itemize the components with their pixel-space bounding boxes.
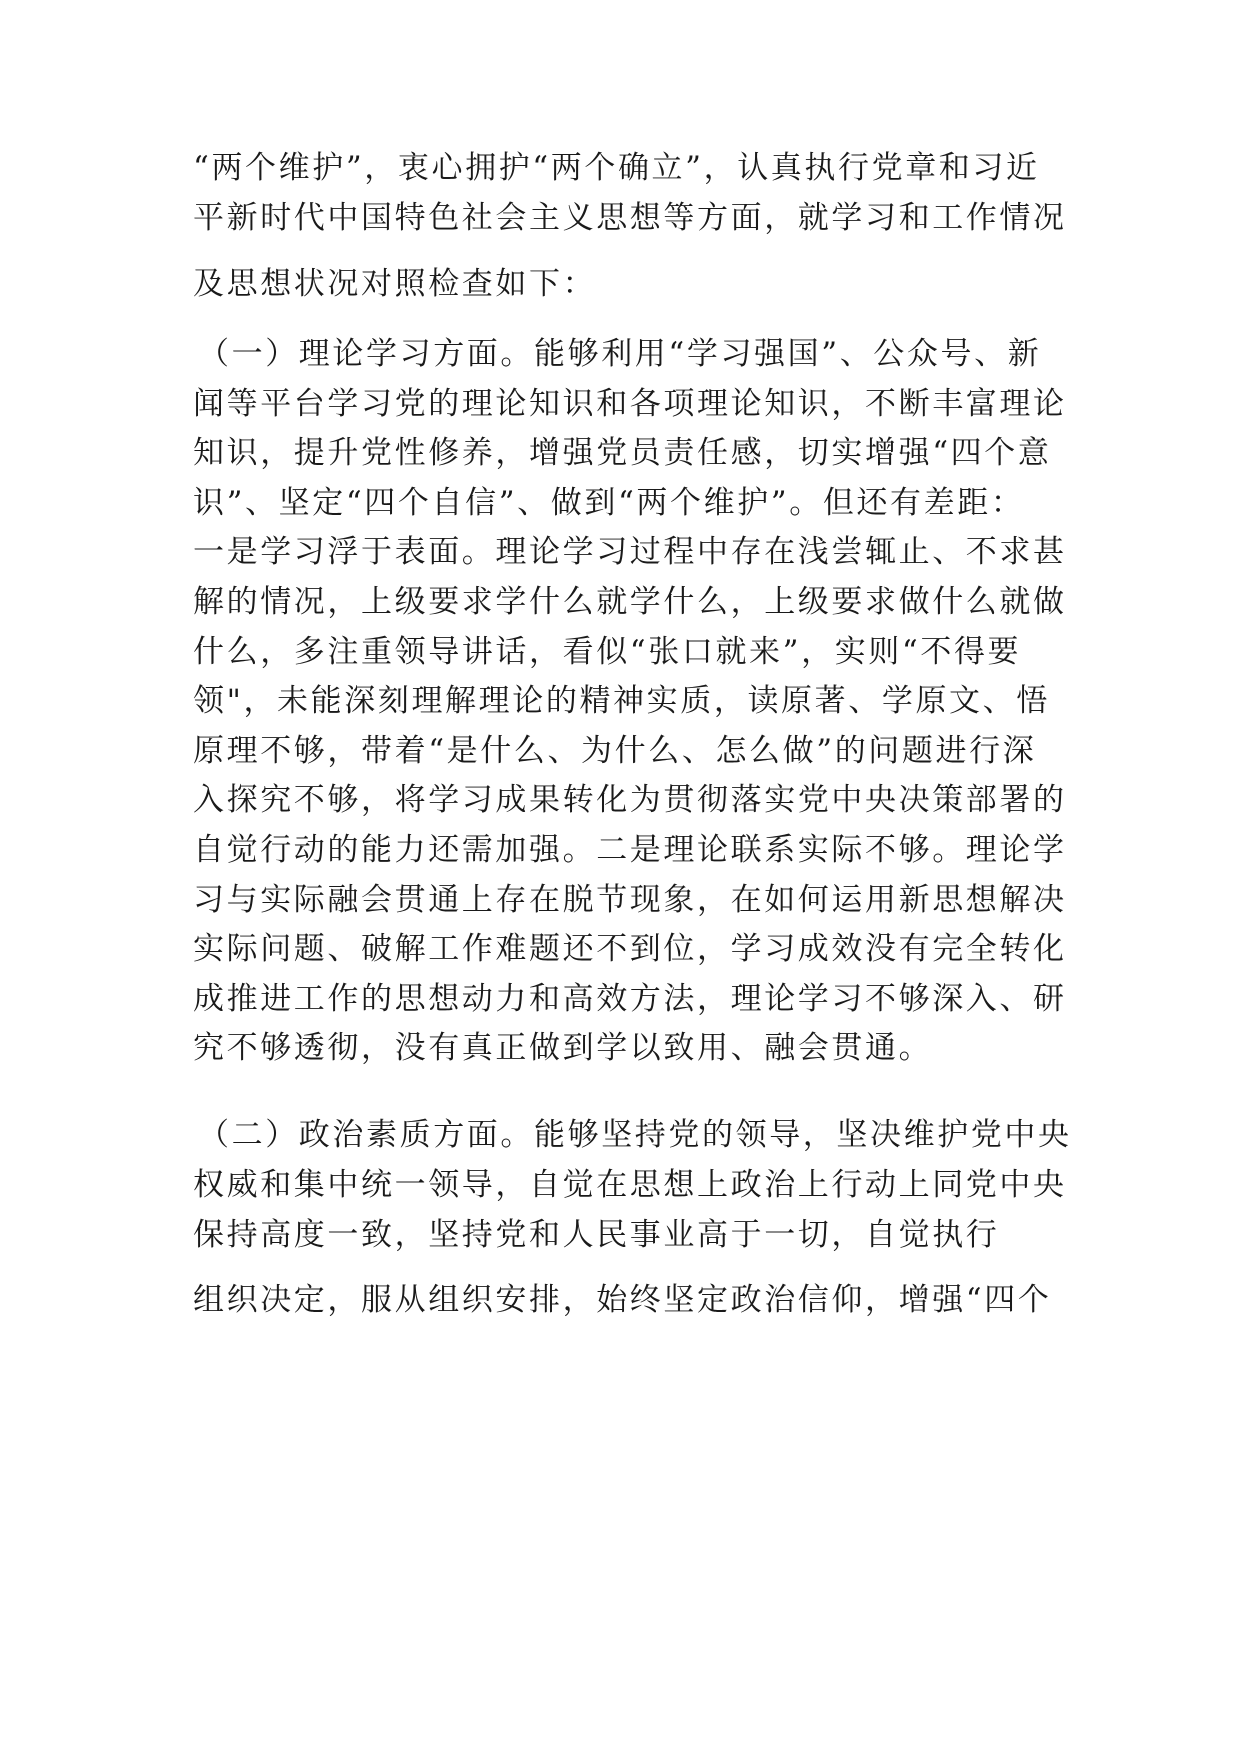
section1-line-6: 解的情况，上级要求学什么就学什么，上级要求做什么就做 bbox=[193, 584, 1067, 620]
section1-line-13: 实际问题、破解工作难题还不到位，学习成效没有完全转化 bbox=[193, 931, 1067, 967]
section1-line-1: （一）理论学习方面。能够利用“学习强国”、公众号、新 bbox=[198, 336, 1042, 372]
section1-line-4: 识”、坚定“四个自信”、做到“两个维护”。但还有差距： bbox=[193, 485, 1025, 521]
section2-line-2: 权威和集中统一领导，自觉在思想上政治上行动上同党中央 bbox=[193, 1167, 1067, 1203]
section1-line-12: 习与实际融会贯通上存在脱节现象，在如何运用新思想解决 bbox=[193, 882, 1067, 918]
section1-line-11: 自觉行动的能力还需加强。二是理论联系实际不够。理论学 bbox=[193, 832, 1067, 868]
section1-line-15: 究不够透彻，没有真正做到学以致用、融会贯通。 bbox=[193, 1030, 933, 1066]
section1-line-3: 知识，提升党性修养，增强党员责任感，切实增强“四个意 bbox=[193, 435, 1052, 471]
intro-line-3: 及思想状况对照检查如下： bbox=[193, 266, 597, 302]
section1-line-8: 领"，未能深刻理解理论的精神实质，读原著、学原文、悟 bbox=[193, 683, 1050, 719]
section1-line-5: 一是学习浮于表面。理论学习过程中存在浅尝辄止、不求甚 bbox=[193, 534, 1067, 570]
section1-line-9: 原理不够，带着“是什么、为什么、怎么做”的问题进行深 bbox=[193, 733, 1037, 769]
section2-line-4: 组织决定，服从组织安排，始终坚定政治信仰，增强“四个 bbox=[193, 1282, 1052, 1318]
section2-line-1: （二）政治素质方面。能够坚持党的领导，坚决维护党中央 bbox=[198, 1117, 1072, 1153]
section1-line-10: 入探究不够，将学习成果转化为贯彻落实党中央决策部署的 bbox=[193, 782, 1067, 818]
section1-line-2: 闻等平台学习党的理论知识和各项理论知识，不断丰富理论 bbox=[193, 386, 1067, 422]
intro-line-2: 平新时代中国特色社会主义思想等方面，就学习和工作情况 bbox=[193, 200, 1067, 236]
intro-line-1: “两个维护”，衷心拥护“两个确立”，认真执行党章和习近 bbox=[193, 150, 1040, 186]
section1-line-7: 什么，多注重领导讲话，看似“张口就来”，实则“不得要 bbox=[193, 634, 1022, 670]
section2-line-3: 保持高度一致，坚持党和人民事业高于一切，自觉执行 bbox=[193, 1217, 1000, 1253]
section1-line-14: 成推进工作的思想动力和高效方法，理论学习不够深入、研 bbox=[193, 981, 1067, 1017]
